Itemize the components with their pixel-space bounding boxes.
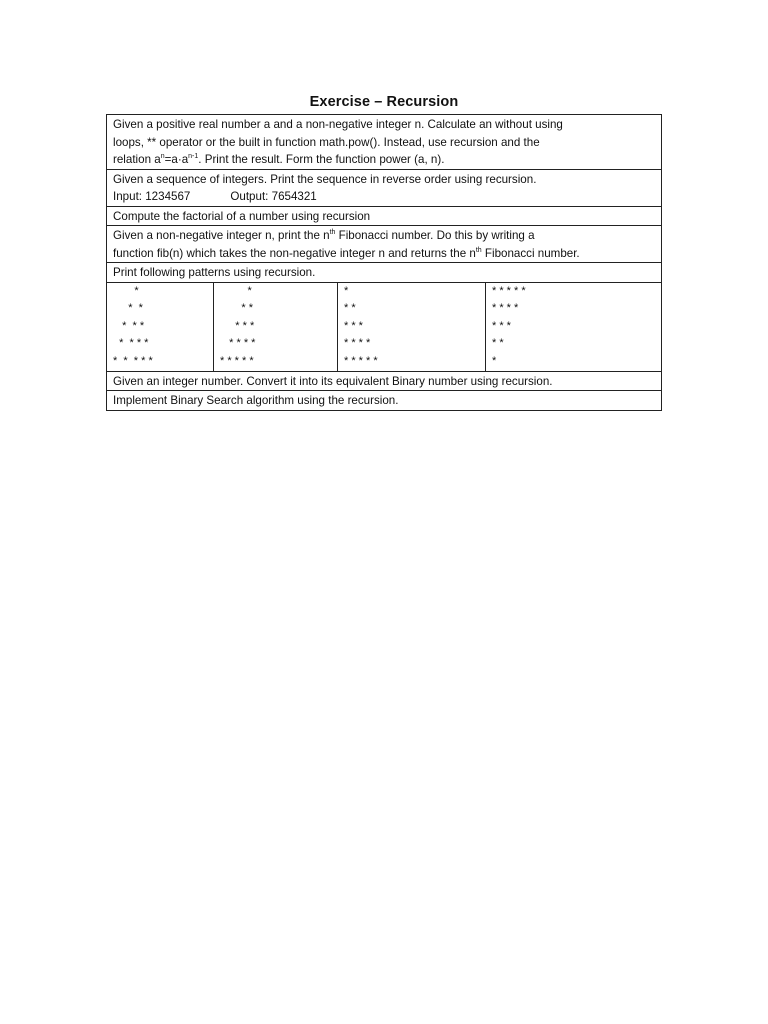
exercise-table: [106, 114, 662, 411]
pattern-cell-inverted-triangle: [486, 283, 661, 371]
exercise-text-line: Implement Binary Search algorithm using the recursion.: [113, 394, 399, 407]
pattern-line: * *: [344, 302, 356, 314]
relation-text: . Print the result. Form the function power (a, n).: [198, 153, 445, 166]
pattern-line: * * * * *: [220, 354, 254, 367]
exercise-text-line: Compute the factorial of a number using recursion: [113, 209, 371, 223]
fib-text: Fibonacci number. Do this by writing a: [335, 229, 535, 242]
exercise-text-line: Given a positive real number a and a non-negative integer n. Calculate an without using: [113, 118, 563, 131]
superscript: th: [475, 246, 482, 254]
exercise-text-line: Given a sequence of integers. Print the sequence in reverse order using recursion.: [113, 172, 537, 186]
pattern-line: * *: [220, 302, 254, 314]
pattern-line: * * * * *: [492, 284, 526, 297]
superscript: n-1: [188, 153, 199, 160]
fib-text: function fib(n) which takes the non-negative integer n and returns the n: [113, 246, 476, 260]
pattern-cell-right-triangle-spaced: [107, 283, 214, 371]
pattern-grid: [107, 283, 661, 372]
pattern-line: * * *: [220, 319, 255, 332]
exercise-text-line: [113, 227, 655, 245]
pattern-line: *: [344, 284, 349, 297]
pattern-line: * * *: [344, 319, 363, 332]
exercise-row-binary: [107, 372, 661, 392]
input-example: Input: 1234567: [113, 190, 191, 203]
page-title: Exercise – Recursion: [309, 94, 459, 110]
relation-text: relation a: [113, 153, 161, 166]
exercise-text-line: [113, 245, 655, 263]
exercise-text-line: Print following patterns using recursion.: [113, 266, 316, 279]
exercise-text-line: Given an integer number. Convert it into its equivalent Binary number using recursion.: [113, 374, 553, 388]
fib-text: Given a non-negative integer n, print the n: [113, 229, 330, 242]
pattern-line: *: [492, 354, 497, 367]
pattern-line: * * * * *: [344, 354, 378, 367]
exercise-row-factorial: [107, 207, 661, 227]
pattern-line: * * * *: [492, 302, 519, 314]
exercise-text-line: [113, 151, 655, 169]
pattern-cell-right-triangle: [214, 283, 338, 371]
pattern-line: * * * * *: [113, 354, 153, 367]
superscript: th: [329, 229, 336, 236]
pattern-line: * *: [492, 337, 504, 349]
exercise-text-line: loops, ** operator or the built in function math.pow(). Instead, use recursion and the: [113, 135, 540, 149]
pattern-line: * * * *: [344, 337, 371, 349]
exercise-io-line: [113, 188, 655, 206]
exercise-row-binary-search: [107, 391, 661, 410]
pattern-line: * * *: [492, 319, 511, 332]
pattern-line: * * *: [113, 319, 145, 332]
fib-text: Fibonacci number.: [481, 246, 580, 260]
pattern-line: *: [113, 284, 139, 297]
exercise-row-reverse: [107, 170, 661, 207]
exercise-row-fibonacci: [107, 226, 661, 263]
pattern-line: * *: [113, 302, 143, 314]
pattern-line: * * * *: [113, 337, 149, 349]
pattern-cell-left-triangle: [338, 283, 486, 371]
pattern-line: * * * *: [220, 337, 256, 349]
pattern-line: *: [220, 284, 252, 297]
exercise-row-patterns: [107, 263, 661, 283]
output-example: Output: 7654321: [230, 190, 317, 203]
relation-text: =a·a: [164, 153, 189, 166]
superscript: n: [160, 153, 165, 160]
exercise-row-power: [107, 115, 661, 170]
